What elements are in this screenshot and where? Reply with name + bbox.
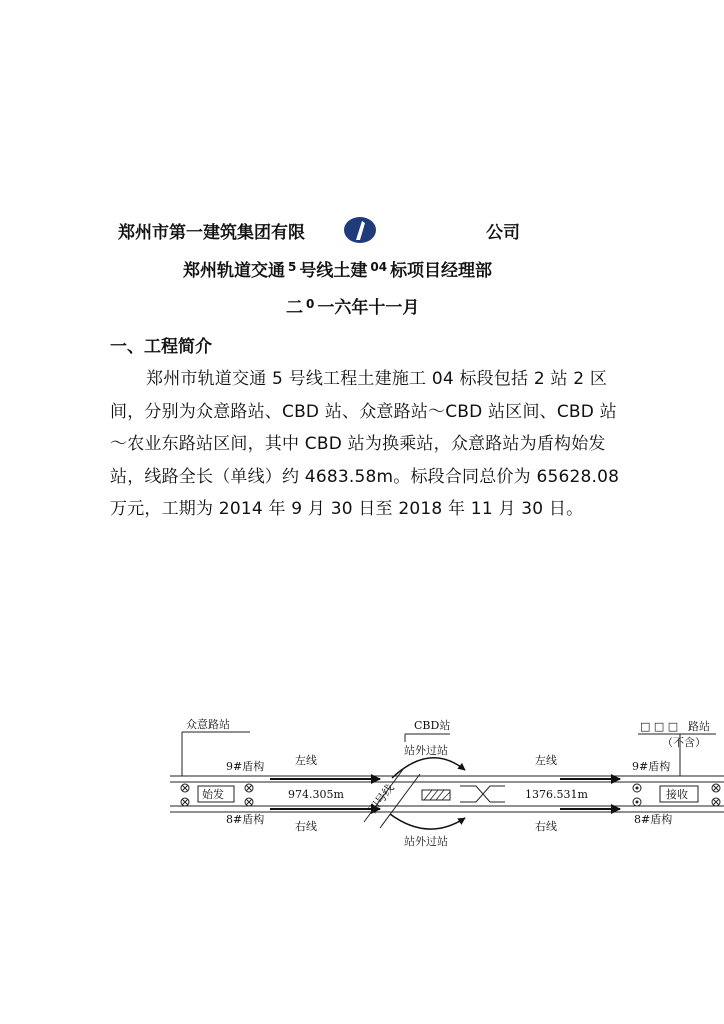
company-name: 郑州市第一建筑集团有限 (118, 223, 305, 243)
date-part-2: 一六年十一月 (317, 298, 420, 318)
company-heading (118, 216, 520, 244)
track-lines (170, 776, 724, 812)
distance-1: 974.305m (288, 788, 344, 801)
left-shield8-label: 8#盾构 (226, 813, 265, 826)
left-line-label-1: 左线 (295, 754, 317, 767)
cbd-station-box (422, 790, 450, 800)
left-station-label: 众意路站 (186, 718, 230, 731)
right-station-label: 路站 (688, 720, 710, 733)
dept-part-1: 郑州轨道交通 (183, 261, 285, 281)
right-shield8-label: 8#盾构 (634, 813, 673, 826)
date-part-1: 二 (286, 298, 303, 318)
date-zero: 0 (306, 297, 315, 311)
pass-bottom-label: 站外过站 (404, 835, 448, 848)
date-heading (286, 293, 419, 318)
company-suffix: 公司 (486, 223, 520, 243)
section-title: 一、工程简介 (110, 337, 212, 357)
dept-part-3: 标项目经理部 (390, 261, 493, 281)
left-line-label-2: 左线 (535, 754, 557, 767)
right-shield9-label: 9#盾构 (632, 760, 671, 773)
distance-2: 1376.531m (525, 788, 588, 801)
not-included-label: （不含） (662, 736, 706, 749)
dept-section-number: 04 (370, 260, 388, 274)
route-diagram (160, 712, 724, 852)
right-station-blank: □ □ □ (640, 720, 679, 733)
company-logo-icon (343, 216, 377, 244)
line4-label: 四号线 (366, 781, 397, 816)
receive-label: 接收 (666, 788, 688, 801)
crossover (460, 786, 505, 802)
pass-bottom-arc (390, 814, 465, 829)
pass-top-arc (392, 758, 465, 778)
department-heading (183, 256, 492, 281)
right-line-label-2: 右线 (535, 820, 557, 833)
left-shield9-label: 9#盾构 (226, 760, 265, 773)
section-body: 郑州市轨道交通 5 号线工程土建施工 04 标段包括 2 站 2 区间，分别为众意路站、CBD 站、众意路站～CBD 站区间、CBD 站～农业东路站区间，其中 CBD 站为换乘站，众意路站为盾构始发站，线路全长（单线）约 4683.58m。标段合同总价为 65628.08 万元，工期为 2014 年 9 月 30 日至 2018 年 11 月 30 日。 (110, 369, 620, 519)
dept-part-2: 号线土建 (299, 261, 368, 281)
dept-line-number: 5 (288, 260, 297, 274)
right-line-label-1: 右线 (295, 820, 317, 833)
start-label: 始发 (202, 788, 224, 801)
cbd-station-label: CBD站 (414, 719, 451, 732)
pass-top-label: 站外过站 (404, 744, 448, 757)
